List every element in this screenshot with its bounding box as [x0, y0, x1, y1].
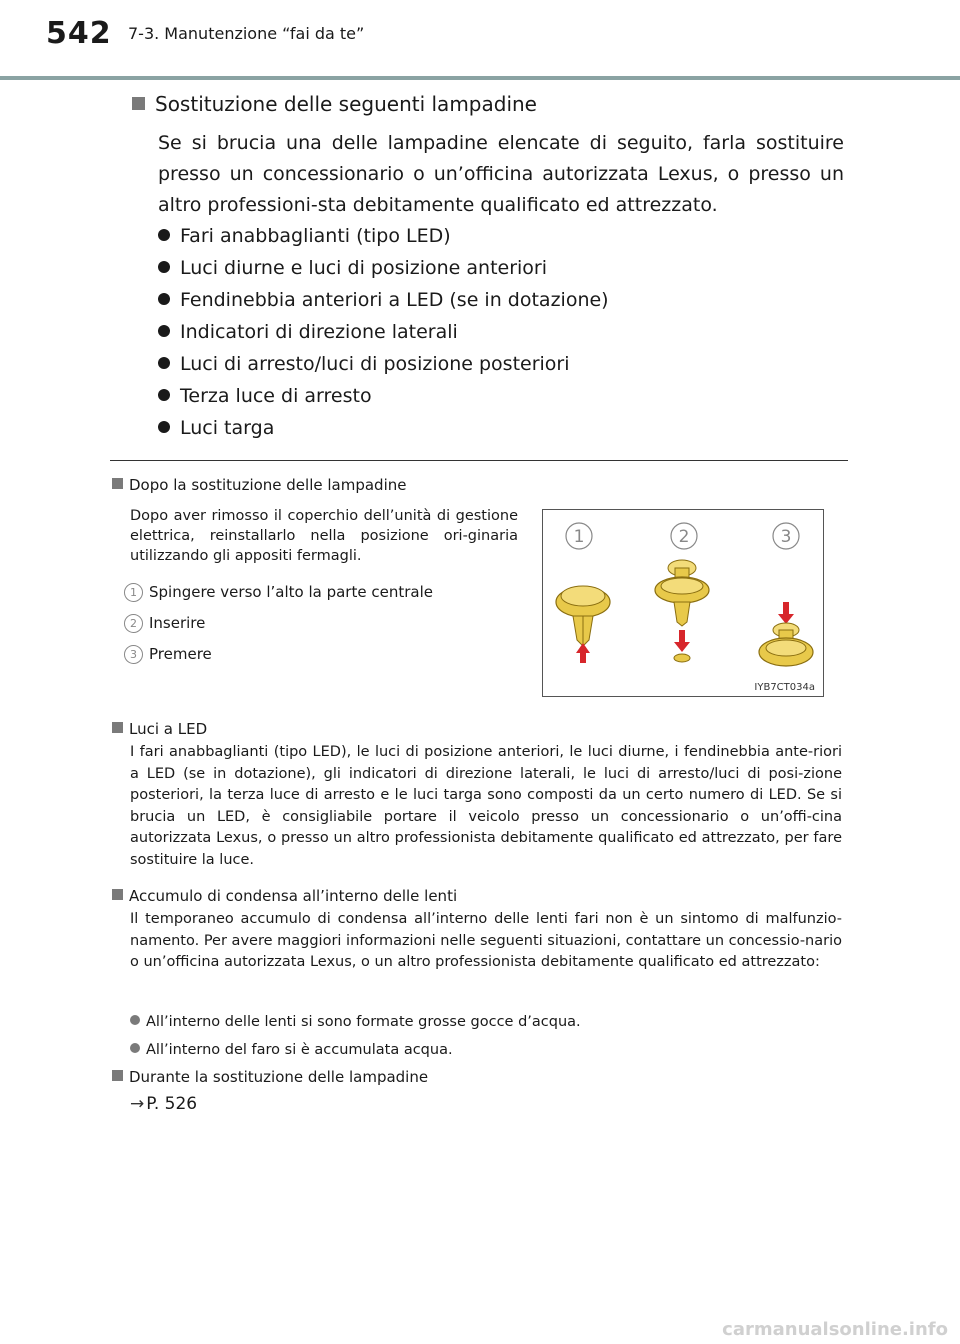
step-item [124, 611, 433, 642]
step-number-badge: 1 [124, 583, 143, 602]
figure-code: IYB7CT034a [754, 682, 815, 693]
figure-label-3 [773, 523, 799, 549]
step-item [124, 580, 433, 611]
bullet-dot-icon [158, 389, 170, 401]
square-bullet-icon [112, 722, 123, 733]
list-item [158, 252, 609, 284]
page-number: 542 [46, 16, 112, 51]
list-item [158, 380, 609, 412]
section-title-text: Sostituzione delle seguenti lampadine [155, 92, 537, 116]
clip-step-1 [556, 586, 610, 663]
bullet-dot-icon [158, 293, 170, 305]
arrow-down-icon [778, 602, 794, 624]
watermark-logo: carmanualsonline.info [722, 1319, 948, 1340]
header-rule [0, 76, 960, 80]
list-item [158, 220, 609, 252]
square-bullet-icon [112, 1070, 123, 1081]
page-reference-text: P. 526 [146, 1094, 198, 1114]
list-item-text: Luci diurne e luci di posizione anteriori [180, 257, 548, 279]
bullet-dot-icon [130, 1043, 140, 1053]
list-item-text: Fari anabbaglianti (tipo LED) [180, 225, 451, 247]
section-divider [110, 460, 848, 461]
list-item-text: Fendinebbia anteriori a LED (se in dotazione) [180, 289, 609, 311]
led-paragraph: I fari anabbaglianti (tipo LED), le luci di posizione anteriori, le luci diurne, i fendinebbia ante-riori a LED (se in dotazione), gli indicatori di direzione laterali, le luci di arresto/luci di posi-zione posteriori, la terza luce di arresto e le luci targa sono composti da un certo numero di LED. Se si brucia un LED, è consigliabile portare il veicolo presso un concessionario o un’offi-cina autorizzata Lexus, o presso un altro professionista debitamente qualificato ed attrezzato, per fare sostituire la luce. [130, 744, 842, 868]
bullet-dot-icon [158, 325, 170, 337]
svg-text:3: 3 [780, 527, 792, 547]
list-item [158, 316, 609, 348]
list-item [158, 284, 609, 316]
condensation-list [130, 1010, 581, 1066]
square-bullet-icon [112, 889, 123, 900]
step-list [124, 580, 433, 673]
replacement-paragraph: Se si brucia una delle lampadine elencate di seguito, farla sostituire presso un concessionario o un’officina autorizzata Lexus, o presso un altro professioni-sta debitamente qualificato ed attrezzato. [158, 132, 844, 216]
section-title-during [112, 1068, 428, 1090]
list-item-text: All’interno del faro si è accumulata acqua. [146, 1042, 453, 1058]
section-title-replacement [132, 92, 537, 116]
condensation-paragraph: Il temporaneo accumulo di condensa all’interno delle lenti fari non è un sintomo di malfunzio-namento. Per avere maggiori informazioni nelle seguenti situazioni, contattare un concessio-nario o un’officina autorizzata Lexus, o un altro professionista debitamente qualificato ed attrezzato: [130, 911, 842, 970]
list-item [158, 412, 609, 444]
step-number-badge: 2 [124, 614, 143, 633]
section-title-after-replacement [112, 476, 406, 494]
list-item-text: Terza luce di arresto [180, 385, 372, 407]
step-label: Spingere verso l’alto la parte centrale [149, 583, 433, 601]
step-item [124, 642, 433, 673]
section-title-condensation [112, 887, 842, 909]
svg-text:2: 2 [678, 527, 690, 547]
clip-illustration [542, 509, 824, 697]
clip-illustration-svg [543, 510, 823, 696]
bullet-dot-icon [158, 261, 170, 273]
list-item-text: Indicatori di direzione laterali [180, 321, 458, 343]
square-bullet-icon [112, 478, 123, 489]
square-bullet-icon [132, 97, 145, 110]
list-item-text: Luci di arresto/luci di posizione posteriori [180, 353, 570, 375]
list-item-text: All’interno delle lenti si sono formate grosse gocce d’acqua. [146, 1014, 581, 1030]
bullet-dot-icon [158, 421, 170, 433]
step-label: Premere [149, 645, 212, 663]
step-label: Inserire [149, 614, 206, 632]
clip-step-2 [655, 560, 709, 662]
list-item-text: Luci targa [180, 417, 275, 439]
after-replacement-paragraph: Dopo aver rimosso il coperchio dell’unità di gestione elettrica, reinstallarlo nella posizione ori-ginaria utilizzando gli appositi fermagli. [130, 508, 518, 564]
section-title-text: Luci a LED [129, 720, 208, 738]
bulb-list [158, 220, 609, 444]
bullet-dot-icon [158, 357, 170, 369]
section-during [112, 1068, 428, 1090]
bullet-dot-icon [158, 229, 170, 241]
figure-label-2 [671, 523, 697, 549]
svg-text:1: 1 [573, 527, 585, 547]
arrow-up-icon [576, 643, 590, 663]
section-condensation [112, 887, 842, 974]
bullet-dot-icon [130, 1015, 140, 1025]
section-title-led [112, 720, 842, 742]
arrow-right-icon: → [130, 1094, 145, 1114]
figure-label-1 [566, 523, 592, 549]
section-led [112, 720, 842, 871]
list-item [158, 348, 609, 380]
list-item [130, 1038, 581, 1066]
section-title-text: Dopo la sostituzione delle lampadine [129, 476, 407, 494]
chapter-title: 7-3. Manutenzione “fai da te” [128, 24, 365, 43]
arrow-down-icon [674, 630, 690, 652]
section-title-text: Accumulo di condensa all’interno delle lenti [129, 887, 458, 905]
page-header [0, 0, 960, 80]
clip-step-3 [759, 602, 813, 666]
page-reference-link[interactable] [130, 1094, 197, 1114]
step-number-badge: 3 [124, 645, 143, 664]
list-item [130, 1010, 581, 1038]
section-title-text: Durante la sostituzione delle lampadine [129, 1068, 429, 1086]
